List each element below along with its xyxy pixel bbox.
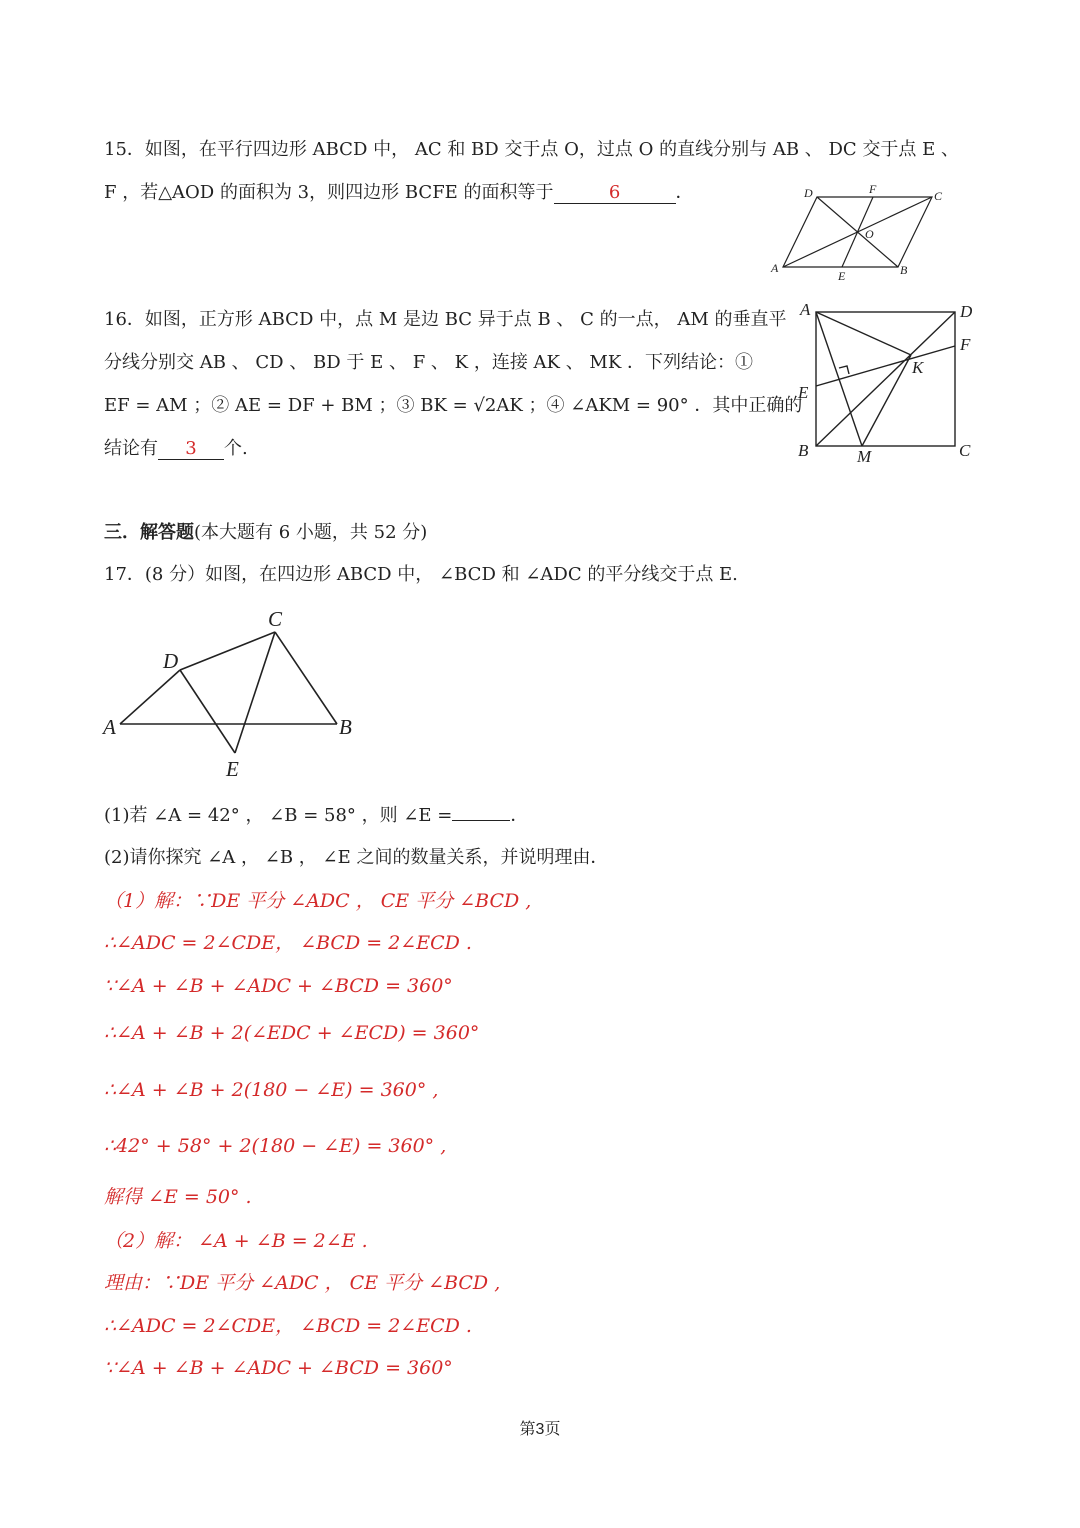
q15-label-d: D — [804, 186, 813, 200]
q15-label-e: E — [838, 269, 846, 283]
solution-line-1: （1）解：∵DE 平分 ∠ADC ， CE 平分 ∠BCD , — [104, 890, 532, 912]
solution-line-2: ∴∠ADC = 2∠CDE， ∠BCD = 2∠ECD . — [104, 932, 472, 954]
q16-label-b: B — [798, 441, 809, 460]
q16-line-4-end: 个. — [224, 438, 248, 459]
q16-line-3: EF = AM ；② AE = DF + BM ；③ BK = √2AK ；④ ∠AKM = 90° ．其中正确的 — [104, 395, 803, 416]
q16-label-a: A — [800, 300, 811, 319]
solution-line-4: ∴∠A + ∠B + 2(∠EDC + ∠ECD) = 360° — [104, 1022, 480, 1044]
q15-label-o: O — [865, 227, 874, 241]
q17-label-e: E — [226, 757, 239, 781]
page-number: 第3页 — [519, 1421, 561, 1438]
q17-label-a: A — [103, 715, 116, 739]
q16-line-ef — [816, 346, 955, 386]
q16-square-figure — [795, 298, 985, 468]
q16-line-4 — [104, 436, 248, 462]
q17-part-1 — [104, 803, 528, 829]
q15-answer-blank: 6 — [554, 183, 676, 204]
q17-segment-cb — [275, 632, 337, 724]
q16-segment-mk — [862, 355, 911, 446]
solution-line-7: 解得 ∠E = 50° . — [104, 1186, 252, 1208]
q16-right-angle-mark — [839, 366, 849, 374]
q15-line-1: 15．如图，在平行四边形 ABCD 中， AC 和 BD 交于点 O，过点 O 的直线分别与 AB 、 DC 交于点 E 、 — [104, 139, 960, 160]
section-3-title: 三．解答题 — [104, 522, 194, 543]
q15-label-c: C — [934, 189, 943, 203]
solution-line-10: ∴∠ADC = 2∠CDE， ∠BCD = 2∠ECD . — [104, 1315, 472, 1337]
q16-line-1: 16．如图，正方形 ABCD 中，点 M 是边 BC 异于点 B 、 C 的一点， AM 的垂直平 — [104, 309, 787, 330]
q15-line-2 — [104, 180, 694, 206]
solution-line-3: ∵∠A + ∠B + ∠ADC + ∠BCD = 360° — [104, 975, 453, 997]
q17-label-c: C — [268, 607, 283, 631]
q16-line-2: 分线分别交 AB 、 CD 、 BD 于 E 、 F 、 K ，连接 AK 、 MK ．下列结论：① — [104, 352, 754, 373]
q17-stem: 17．(8 分）如图，在四边形 ABCD 中， ∠BCD 和 ∠ADC 的平分线交于点 E. — [104, 564, 738, 585]
solution-line-9: 理由：∵DE 平分 ∠ADC ， CE 平分 ∠BCD , — [104, 1272, 501, 1294]
q16-label-f: F — [960, 335, 971, 354]
q16-label-m: M — [857, 447, 872, 466]
q17-segment-de — [180, 670, 235, 753]
solution-line-5: ∴∠A + ∠B + 2(180 − ∠E) = 360° , — [104, 1079, 439, 1101]
q17-label-d: D — [163, 649, 179, 673]
q17-label-b: B — [339, 715, 352, 739]
q15-line-2-text: F ，若△AOD 的面积为 3，则四边形 BCFE 的面积等于 — [104, 182, 554, 203]
q17-part-1-text: (1)若 ∠A = 42° ， ∠B = 58° ，则 ∠E = — [104, 805, 453, 826]
q15-label-a: A — [771, 261, 779, 275]
q16-line-4-text: 结论有 — [104, 438, 158, 459]
section-3-subtitle: (本大题有 6 小题，共 52 分) — [194, 522, 428, 543]
q17-part-1-end: ． — [510, 805, 529, 826]
q17-segment-dc — [180, 632, 275, 670]
solution-line-6: ∴42° + 58° + 2(180 − ∠E) = 360° , — [104, 1135, 447, 1157]
q15-label-f: F — [869, 182, 877, 196]
q15-parallelogram-figure — [770, 182, 950, 282]
solution-line-8: （2）解： ∠A + ∠B = 2∠E . — [104, 1230, 368, 1252]
q17-quadrilateral-figure — [95, 600, 375, 785]
q16-diagonal-bd — [816, 312, 955, 446]
q15-label-b: B — [900, 263, 908, 277]
q16-label-e: E — [798, 383, 809, 402]
q17-part-1-blank — [452, 820, 510, 821]
section-3-heading — [104, 520, 427, 546]
q16-segment-ak — [816, 312, 911, 355]
q17-part-2: (2)请你探究 ∠A ， ∠B ， ∠E 之间的数量关系，并说明理由． — [104, 847, 609, 868]
q15-line-2-end: ． — [675, 182, 694, 203]
q17-segment-ad — [120, 670, 180, 724]
q16-label-k: K — [912, 358, 924, 377]
q16-label-c: C — [959, 441, 971, 460]
solution-line-11: ∵∠A + ∠B + ∠ADC + ∠BCD = 360° — [104, 1357, 453, 1379]
q17-segment-ce — [235, 632, 275, 753]
q16-answer-blank: 3 — [158, 439, 224, 460]
q16-label-d: D — [960, 302, 973, 321]
